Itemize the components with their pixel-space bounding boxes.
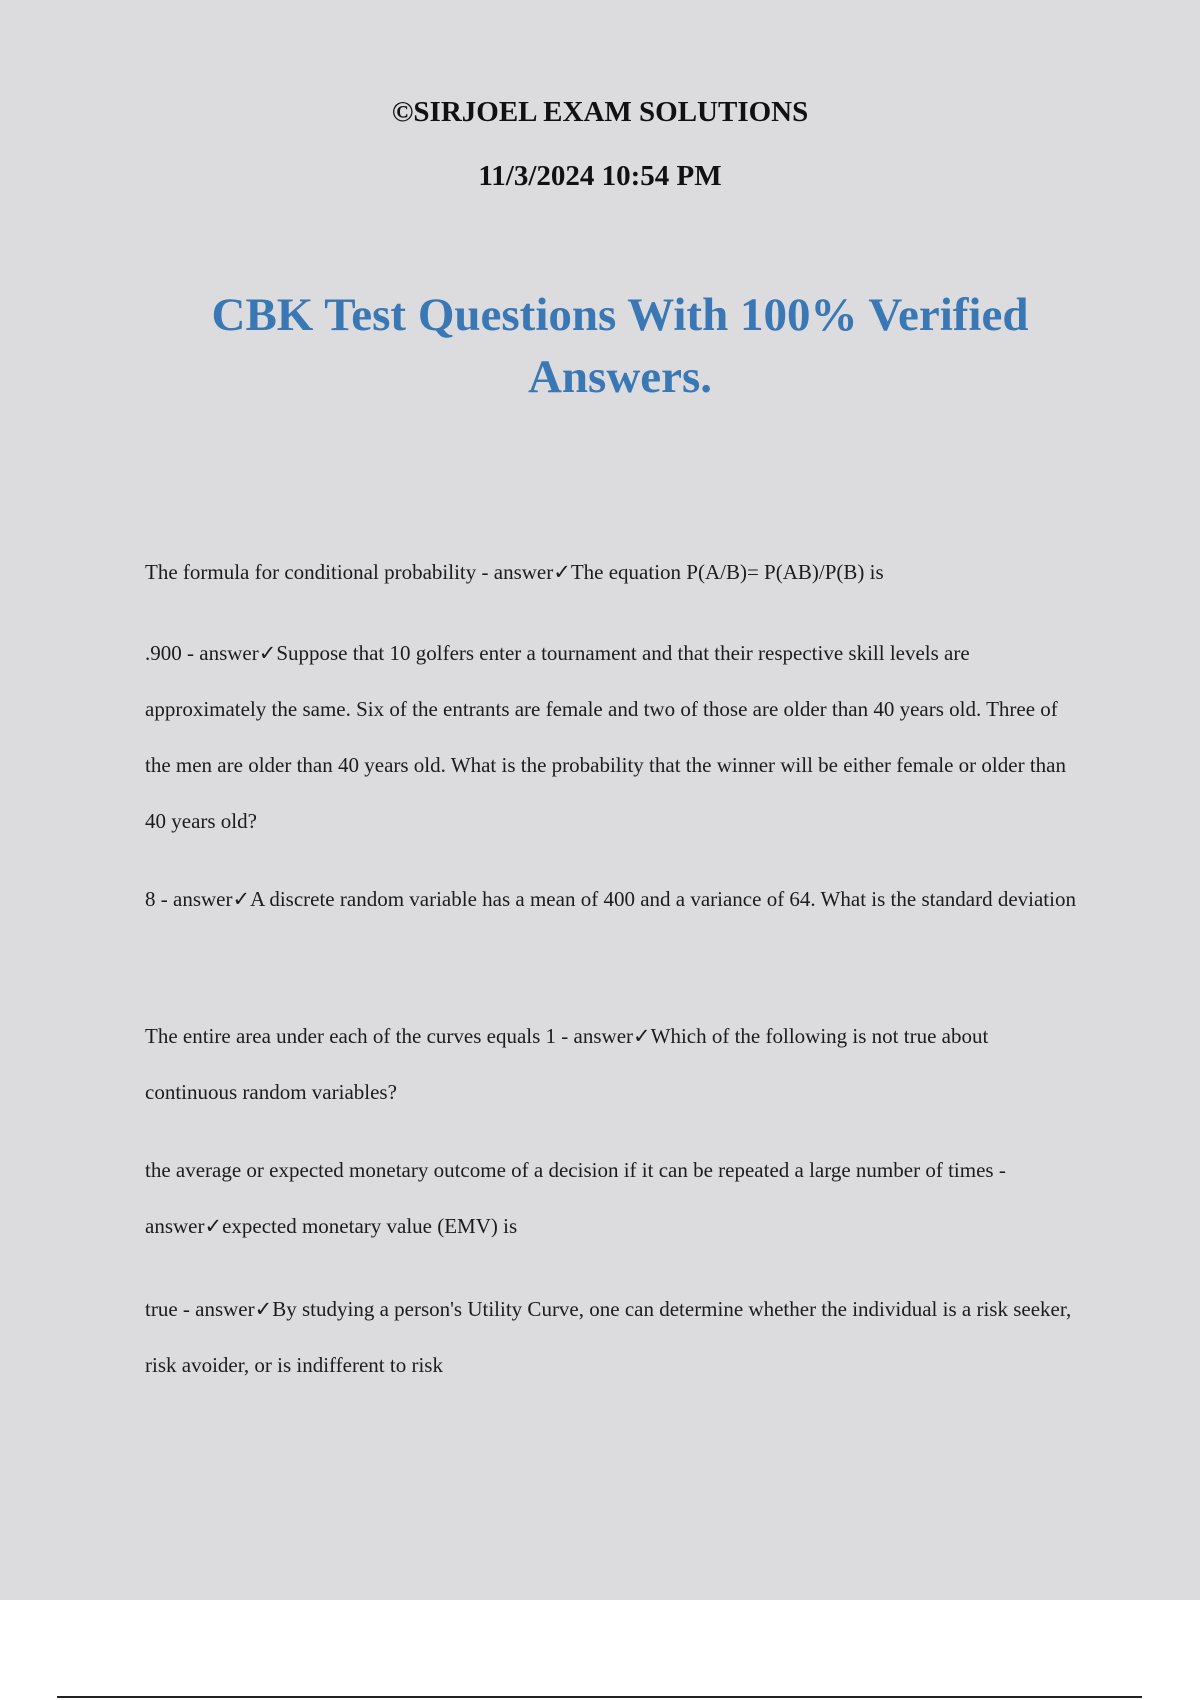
qa-answer: 8 (145, 887, 156, 911)
qa-answer: true (145, 1297, 178, 1321)
qa-answer: The formula for conditional probability (145, 560, 477, 584)
qa-item (145, 625, 1085, 849)
qa-question: expected monetary value (EMV) is (222, 1214, 518, 1238)
date-header: 11/3/2024 10:54 PM (478, 160, 722, 192)
qa-question: By studying a person's Utility Curve, one can determine whether the individual is a risk seeker, risk avoider, or is indifferent to risk (145, 1297, 1072, 1377)
answer-separator: - answer (177, 1297, 255, 1321)
checkmark-icon: ✓ (553, 560, 571, 584)
qa-question: A discrete random variable has a mean of 400 and a variance of 64. What is the standard deviation (250, 887, 1076, 911)
qa-answer: the average or expected monetary outcome of a decision if it can be repeated a large number of times (145, 1158, 994, 1182)
qa-item (145, 1281, 1085, 1393)
qa-item (145, 544, 1085, 600)
answer-separator: - answer (476, 560, 554, 584)
qa-answer: The entire area under each of the curves equals 1 (145, 1024, 557, 1048)
company-header: ©SIRJOEL EXAM SOLUTIONS (391, 96, 809, 128)
qa-item (145, 1142, 1085, 1254)
qa-item (145, 1008, 1085, 1120)
qa-question: The equation P(A/B)= P(AB)/P(B) is (570, 560, 884, 584)
qa-question: Suppose that 10 golfers enter a tournament and that their respective skill levels are approximately the same. Six of the entrants are female and two of those are older than 40 years old. Three of the men are older than 40 years old. What is the probability that the winner will be either female or older than 40 years old? (145, 641, 1066, 833)
qa-answer: .900 (145, 641, 182, 665)
answer-separator: - answer (556, 1024, 634, 1048)
answer-separator: - answer (181, 641, 259, 665)
checkmark-icon: ✓ (258, 641, 277, 665)
answer-separator: - answer (155, 887, 233, 911)
checkmark-icon: ✓ (633, 1024, 651, 1048)
qa-item (145, 871, 1085, 927)
checkmark-icon: ✓ (204, 1214, 223, 1238)
footer-rule (57, 1696, 1142, 1698)
checkmark-icon: ✓ (254, 1297, 273, 1321)
checkmark-icon: ✓ (232, 887, 251, 911)
answer-separator: - answer (145, 1158, 1006, 1238)
document-title: CBK Test Questions With 100% Verified Answers. (211, 289, 1029, 403)
qa-question: Which of the following is not true about continuous random variables? (145, 1024, 989, 1104)
